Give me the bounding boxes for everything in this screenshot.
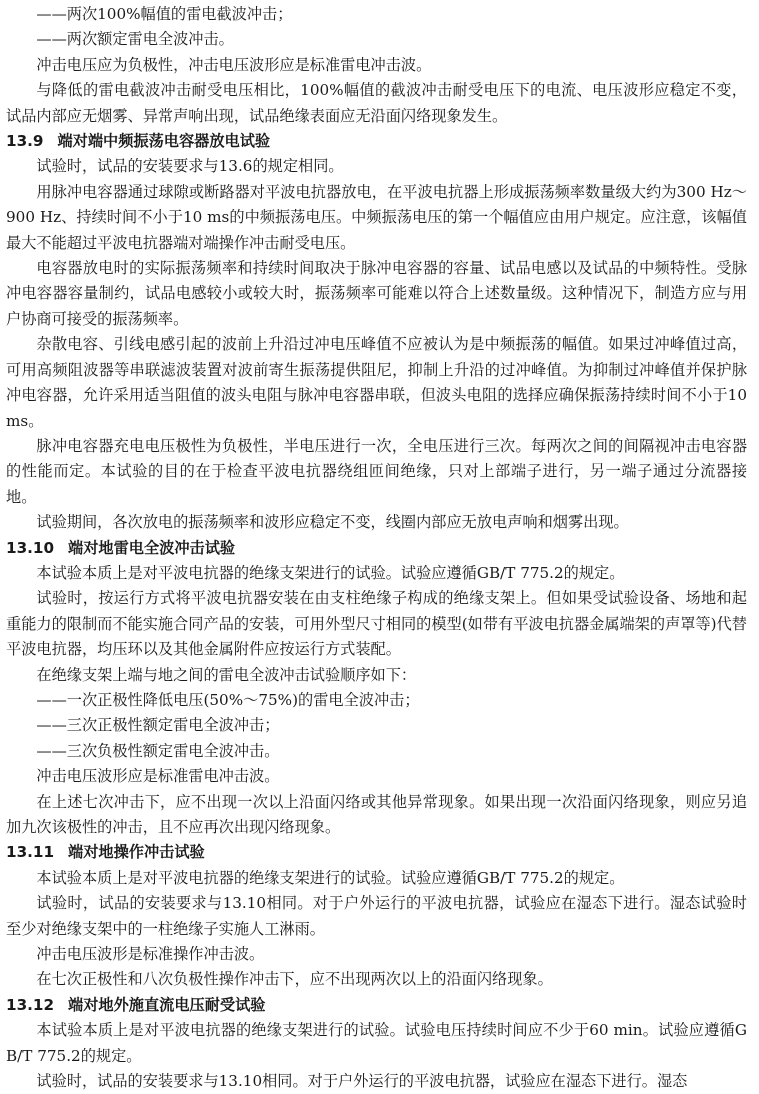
paragraph: 冲击电压应为负极性，冲击电压波形应是标准雷电冲击波。	[36, 55, 432, 74]
paragraph: 冲击电压波形应是标准雷电冲击波。	[36, 767, 280, 786]
paragraph: 杂散电容、引线电感引起的波前上升沿过冲电压峰值不应被认为是中频振荡的幅值。如果过冲峰值过高，可用高频阻波器等串联滤波装置对波前寄生振荡提供阻尼，抑制上升沿的过冲峰值。为抑制过冲峰值并保护脉冲电容器，允许采用适当阻值的波头电阻与脉冲电容器串联，但波头电阻的选择应确保振荡持续时间不小于10 ms。	[6, 335, 747, 430]
paragraph: ——两次额定雷电全波冲击。	[36, 30, 234, 49]
section-number: 13.10	[6, 538, 55, 557]
paragraph: 在上述七次冲击下，应不出现一次以上沿面闪络或其他异常现象。如果出现一次沿面闪络现象，则应另追加九次该极性的冲击，且不应再次出现闪络现象。	[6, 792, 747, 836]
paragraph: ——三次负极性额定雷电全波冲击。	[36, 741, 280, 760]
section-title: 端对地外施直流电压耐受试验	[68, 995, 266, 1014]
section-heading	[6, 840, 747, 865]
paragraph: 用脉冲电容器通过球隙或断路器对平波电抗器放电，在平波电抗器上形成振荡频率数量级大约为300 Hz～900 Hz、持续时间不小于10 ms的中频振荡电压。中频振荡电压的第一个幅值应由用户规定。应注意，该幅值最大不能超过平波电抗器端对端操作冲击耐受电压。	[6, 182, 747, 252]
paragraph: 本试验本质上是对平波电抗器的绝缘支架进行的试验。试验应遵循GB/T 775.2的规定。	[36, 868, 625, 887]
paragraph: 脉冲电容器充电电压极性为负极性，半电压进行一次，全电压进行三次。每两次之间的间隔视冲击电容器的性能而定。本试验的目的在于检查平波电抗器绕组匝间绝缘，只对上部端子进行，另一端子通过分流器接地。	[6, 436, 747, 506]
paragraph: ——两次100%幅值的雷电截波冲击；	[36, 5, 293, 23]
section-title: 端对端中频振荡电容器放电试验	[57, 132, 271, 151]
section-heading	[6, 993, 747, 1018]
paragraph: 本试验本质上是对平波电抗器的绝缘支架进行的试验。试验应遵循GB/T 775.2的规定。	[36, 563, 625, 582]
section-heading	[6, 129, 747, 154]
section-number: 13.12	[6, 995, 55, 1014]
section-number: 13.11	[6, 843, 55, 862]
document-body	[6, 2, 747, 1094]
paragraph: 本试验本质上是对平波电抗器的绝缘支架进行的试验。试验电压持续时间应不少于60 min。试验应遵循GB/T 775.2的规定。	[6, 1021, 747, 1065]
paragraph: 与降低的雷电截波冲击耐受电压相比，100%幅值的截波冲击耐受电压下的电流、电压波形应稳定不变，试品内部应无烟雾、异常声响出现，试品绝缘表面应无沿面闪络现象发生。	[6, 81, 747, 125]
paragraph: 在七次正极性和八次负极性操作冲击下，应不出现两次以上的沿面闪络现象。	[36, 970, 553, 989]
section-number: 13.9	[6, 132, 44, 151]
section-title: 端对地雷电全波冲击试验	[68, 538, 236, 557]
paragraph: 试验时，试品的安装要求与13.6的规定相同。	[36, 157, 344, 176]
section-heading	[6, 536, 747, 561]
paragraph: 在绝缘支架上端与地之间的雷电全波冲击试验顺序如下：	[36, 665, 417, 684]
paragraph: ——一次正极性降低电压(50%～75%)的雷电全波冲击；	[36, 690, 420, 709]
paragraph: 试验时，试品的安装要求与13.10相同。对于户外运行的平波电抗器，试验应在湿态下进行。湿态	[36, 1072, 688, 1091]
paragraph: 试验时，试品的安装要求与13.10相同。对于户外运行的平波电抗器，试验应在湿态下进行。湿态试验时至少对绝缘支架中的一柱绝缘子实施人工淋雨。	[6, 894, 747, 938]
section-title: 端对地操作冲击试验	[68, 843, 205, 862]
paragraph: 试验期间，各次放电的振荡频率和波形应稳定不变，线圈内部应无放电声响和烟雾出现。	[36, 513, 629, 532]
paragraph: 试验时，按运行方式将平波电抗器安装在由支柱绝缘子构成的绝缘支架上。但如果受试验设备、场地和起重能力的限制而不能实施合同产品的安装，可用外型尺寸相同的模型(如带有平波电抗器金属端架的声罩等)代替平波电抗器，均压环以及其他金属附件应按运行方式装配。	[6, 589, 747, 659]
paragraph: ——三次正极性额定雷电全波冲击；	[36, 716, 280, 735]
paragraph: 冲击电压波形是标准操作冲击波。	[36, 945, 265, 964]
paragraph: 电容器放电时的实际振荡频率和持续时间取决于脉冲电容器的容量、试品电感以及试品的中频特性。受脉冲电容器容量制约，试品电感较小或较大时，振荡频率可能难以符合上述数量级。这种情况下，制造方应与用户协商可接受的振荡频率。	[6, 259, 747, 328]
